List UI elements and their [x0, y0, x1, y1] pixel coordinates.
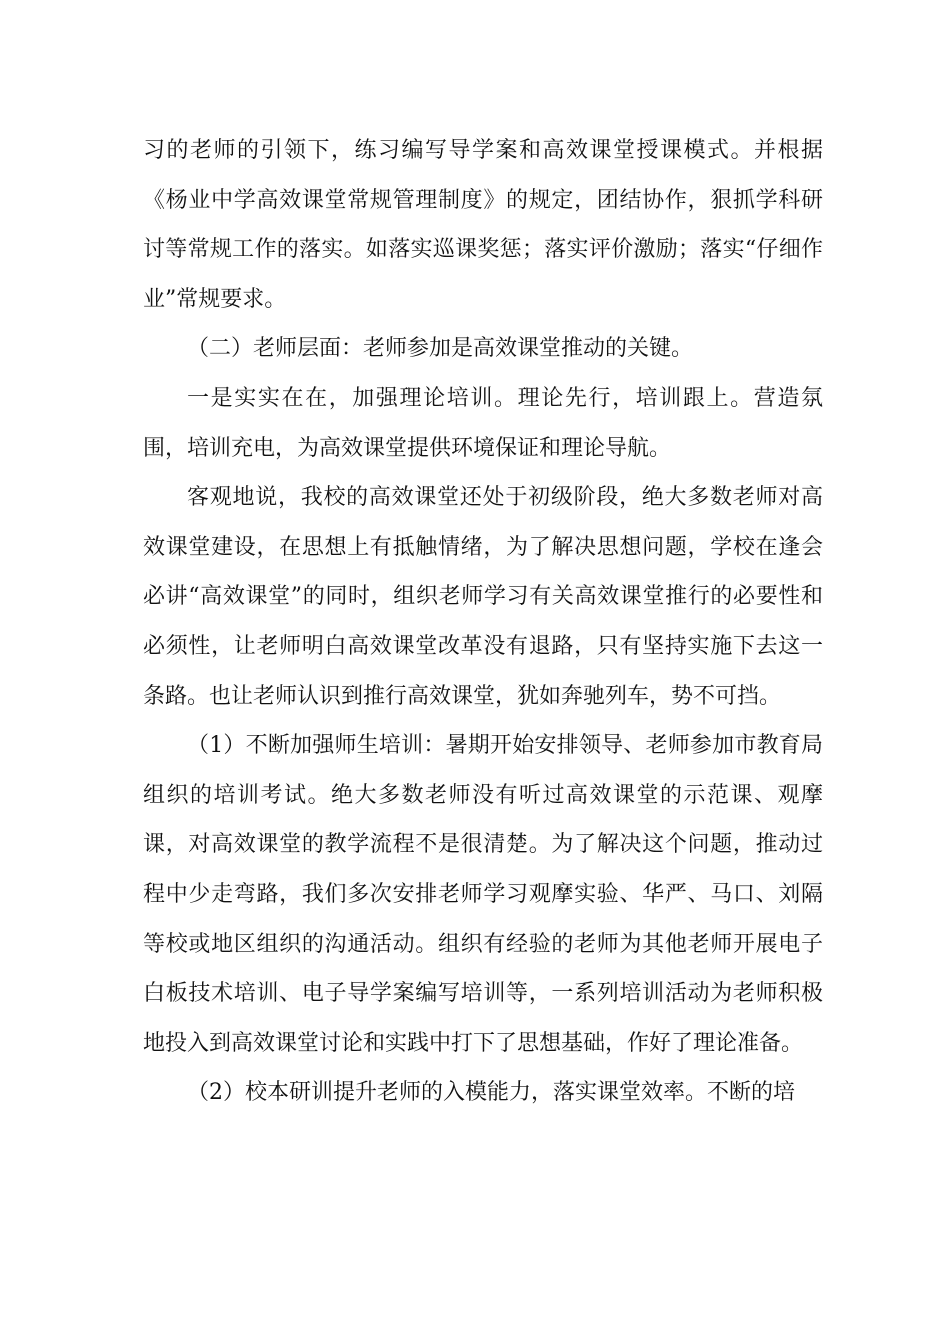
paragraph-6: （2）校本研训提升老师的入模能力，落实课堂效率。不断的培 [187, 1080, 795, 1106]
paragraph-1: 习的老师的引领下，练习编写导学案和高效课堂授课模式。并根据《杨业中学高效课堂常规管理制度》的规定，团结协作，狠抓学科研讨等常规工作的落实。如落实巡课奖惩；落实评价激励；落实“仔细作业”常规要求。 [143, 138, 823, 312]
document-body [143, 126, 823, 1118]
paragraph-3: 一是实实在在，加强理论培训。理论先行，培训跟上。营造氛围，培训充电，为高效课堂提供环境保证和理论导航。 [143, 385, 823, 461]
paragraph-4: 客观地说，我校的高效课堂还处于初级阶段，绝大多数老师对高效课堂建设，在思想上有抵触情绪，为了解决思想问题，学校在逢会必讲“高效课堂”的同时，组织老师学习有关高效课堂推行的必要性和必须性，让老师明白高效课堂改革没有退路，只有坚持实施下去这一条路。也让老师认识到推行高效课堂，犹如奔驰列车，势不可挡。 [143, 485, 823, 709]
paragraph-5: （1）不断加强师生培训：暑期开始安排领导、老师参加市教育局组织的培训考试。绝大多数老师没有听过高效课堂的示范课、观摩课，对高效课堂的教学流程不是很清楚。为了解决这个问题，推动过程中少走弯路，我们多次安排老师学习观摩实验、华严、马口、刘隔等校或地区组织的沟通活动。组织有经验的老师为其他老师开展电子白板技术培训、电子导学案编写培训等，一系列培训活动为老师积极地投入到高效课堂讨论和实践中打下了思想基础，作好了理论准备。 [143, 733, 823, 1056]
paragraph-2-heading: （二）老师层面：老师参加是高效课堂推动的关键。 [187, 336, 694, 362]
